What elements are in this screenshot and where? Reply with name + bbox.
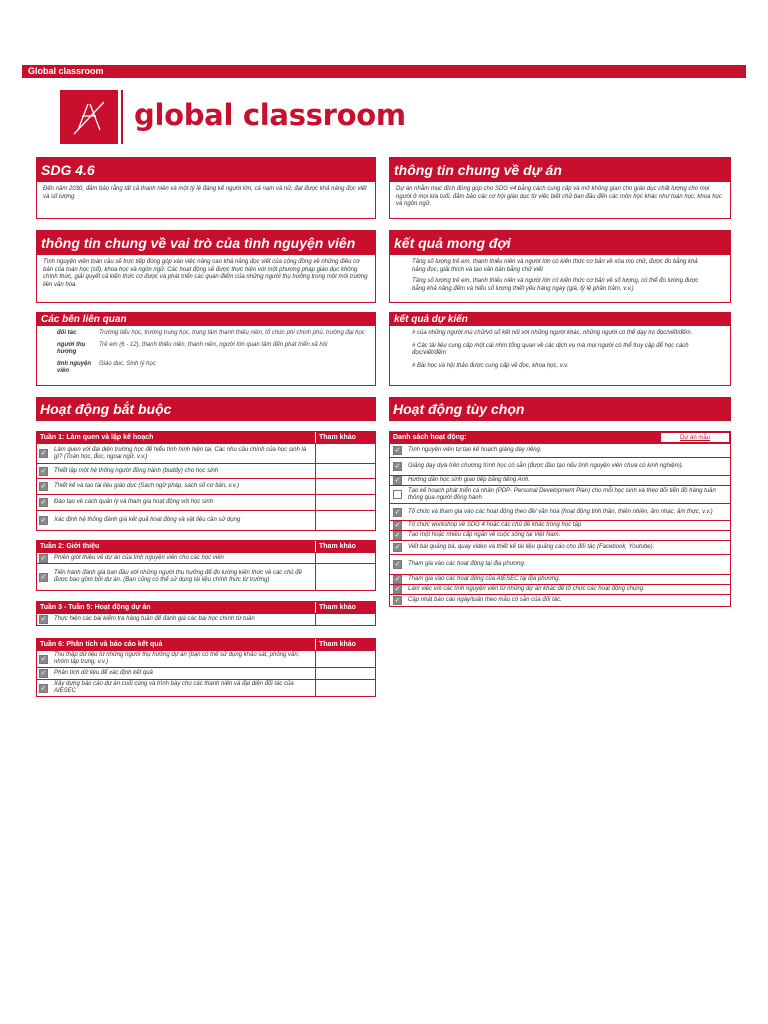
checkbox[interactable] xyxy=(393,490,402,499)
checkbox[interactable]: ✓ xyxy=(40,517,47,524)
checkbox[interactable]: ✓ xyxy=(394,544,401,551)
checkbox[interactable]: ✓ xyxy=(40,655,47,663)
optional-activity-row xyxy=(390,443,730,457)
expected-outcomes-card xyxy=(389,312,731,386)
optional-activity-text: Viết bài quảng bá, quay video và thiết kế tài liệu quảng cáo cho đối tác (Facebook, Youtube). xyxy=(408,544,655,550)
stakeholder-label: người thụ hưởng xyxy=(57,341,86,355)
task-text: Thực hiện các bài kiểm tra hàng tuần để đánh giá các bài học chính từ tuần xyxy=(54,616,255,622)
optional-activity-text: Giảng dạy dựa trên chương trình học có sẵn (được đào tạo nếu tình nguyện viên chưa có kinh nghiệm). xyxy=(408,463,684,469)
task-row xyxy=(37,510,375,530)
checkbox[interactable]: ✓ xyxy=(40,554,47,562)
checkbox[interactable]: ✓ xyxy=(40,616,47,623)
task-row xyxy=(37,679,375,696)
checkbox[interactable]: ✓ xyxy=(40,573,47,581)
optional-activity-row xyxy=(390,540,730,554)
activity-list-label: Danh sách hoạt động: xyxy=(390,432,660,443)
optional-activities-table xyxy=(389,431,731,607)
expected-results-title: kết quả mong đợi xyxy=(390,231,730,255)
week-1-table xyxy=(36,431,376,531)
task-text: Xác định hệ thống đánh giá kết quả hoạt động và vật liệu cần sử dụng xyxy=(54,517,241,523)
checkbox[interactable]: ✓ xyxy=(40,684,47,692)
expected-outcomes-title: kết quả dự kiến xyxy=(390,313,730,326)
reference-cell[interactable] xyxy=(315,511,375,530)
checkbox[interactable]: ✓ xyxy=(394,597,401,604)
stakeholder-value: Trường tiểu học, trường trung học, trung tâm thanh thiếu niên, tổ chức phi chính phủ, trường đại học xyxy=(99,330,365,336)
task-row xyxy=(37,667,375,679)
checkbox[interactable]: ✓ xyxy=(394,522,401,529)
task-text: Phân tích dữ liệu để xác định kết quả xyxy=(54,670,153,676)
optional-activity-row xyxy=(390,503,730,520)
optional-activity-row xyxy=(390,475,730,485)
optional-activity-text: Cập nhật báo cáo ngày/tuần theo mẫu có sẵn của đối tác. xyxy=(408,597,562,603)
expected-outcome-line: # Các tài liệu cung cấp một cái nhìn tổng quan về các dịch vụ mà mọi người có thể truy cập để học cách đọc/viết/đếm xyxy=(412,342,689,356)
optional-activity-row xyxy=(390,594,730,606)
expected-result-line: Tăng số lượng trẻ em, thanh thiếu niên và người lớn có kiến thức cơ bản về số lượng, có thể đo lường được bằng khả năng đếm và hiểu số lượng thiết yếu hàng ngày (giá, tỷ lệ phần trăm, v.v.) xyxy=(412,278,699,292)
checkbox[interactable]: ✓ xyxy=(40,483,47,490)
task-text: Thiết kế và tạo tài liệu giáo dục (Sách ngữ pháp, sách số cơ bản, v.v.) xyxy=(54,483,239,489)
week-title: Tuần 3 - Tuần 5: Hoạt động dự án xyxy=(40,604,151,611)
week-title: Tuần 2: Giới thiệu xyxy=(40,543,100,550)
optional-activity-text: Tạo một hoặc nhiều cấp ngắn về cuộc sống tại Việt Nam. xyxy=(408,532,561,538)
checkbox[interactable]: ✓ xyxy=(394,561,401,568)
task-row xyxy=(37,552,375,563)
expected-result-line: Tăng số lượng trẻ em, thanh thiếu niên và người lớn có kiến thức cơ bản về xóa mù chữ, được đo bằng khả năng đọc, giải thích và tạo văn bản bằng chữ viết xyxy=(412,259,698,273)
stakeholder-row xyxy=(37,342,375,357)
top-bar: Global classroom xyxy=(22,65,746,78)
mandatory-activities-header xyxy=(36,397,376,422)
task-row xyxy=(37,478,375,494)
task-row xyxy=(37,613,375,625)
checkbox[interactable]: ✓ xyxy=(394,586,401,593)
task-text: Làm quen với đại diện trường học để hiểu tình hình hiện tại. Các nhu cầu chính của học sinh là gì? (Toán học, đọc, ngoại ngữ, v.v.) xyxy=(54,446,307,460)
volunteer-role-text: Tình nguyện viên toàn cầu sẽ trực tiếp đóng góp vào việc nâng cao khả năng đọc viết của cộng đồng về những điều cơ bản của toán học (số), khoa học và ngôn ngữ. Các hoạt động sẽ được thực hiện với một phương pháp giáo dục không chính thức, giải quyết cả kiến thức cơ được và phát triển các quan điểm của những người thụ hưởng trong một môi trường liên văn hóa. xyxy=(43,259,368,288)
optional-activity-text: Làm việc với các tình nguyện viên từ những dự án khác để tổ chức các hoạt động chung. xyxy=(408,586,645,592)
stakeholders-card xyxy=(36,312,376,386)
task-text: Xây dựng báo cáo dự án cuối cùng và trình bày cho các thanh niên và đại diện đối tác của AIESEC xyxy=(54,681,294,694)
mandatory-activities-title: Hoạt động bắt buộc xyxy=(36,397,376,421)
stakeholder-value: Trẻ em (6 - 12), thanh thiếu niên, thanh niên, người lớn quan tâm đến phát triển xã hội xyxy=(99,341,328,348)
task-row xyxy=(37,463,375,478)
expected-outcome-line: # Bài học và hội thảo được cung cấp về đọc, khoa học, v.v. xyxy=(412,362,569,369)
optional-activity-text: Tham gia vào các hoạt động của AIESEC tại địa phương. xyxy=(408,576,561,582)
reference-cell[interactable] xyxy=(315,614,375,625)
brand-title: global classroom xyxy=(134,98,406,132)
reference-cell[interactable] xyxy=(315,495,375,510)
checkbox[interactable]: ✓ xyxy=(394,463,401,470)
optional-activity-row xyxy=(390,485,730,503)
checkbox[interactable]: ✓ xyxy=(394,508,401,516)
sdg-text: Đến năm 2030, đảm bảo rằng tất cả thanh niên và một tỷ lệ đáng kể người lớn, cả nam và nữ, đạt được khả năng đọc viết và số lượng xyxy=(43,186,367,200)
optional-activity-text: Tham gia vào các hoạt động tại địa phương. xyxy=(408,561,526,567)
checkbox[interactable]: ✓ xyxy=(394,532,401,539)
optional-activity-text: Hướng dẫn học sinh giao tiếp bằng tiếng Anh. xyxy=(408,477,530,483)
task-text: Đào tạo về cách quản lý và tham gia hoạt động với học sinh xyxy=(54,499,214,505)
stakeholder-row xyxy=(37,330,375,338)
week-title: Tuần 1: Làm quen và lập kế hoạch xyxy=(40,434,154,441)
reference-header: Tham khảo xyxy=(315,432,375,443)
stakeholder-value: Giáo dục, Sinh lý học xyxy=(99,360,156,367)
reference-header: Tham khảo xyxy=(315,639,375,650)
task-row xyxy=(37,650,375,667)
stakeholders-title: Các bên liên quan xyxy=(37,313,375,326)
sample-project-link[interactable]: Dự án mẫu xyxy=(660,432,730,443)
optional-activity-row xyxy=(390,554,730,574)
checkbox[interactable]: ✓ xyxy=(40,670,47,677)
volunteer-role-title: thông tin chung về vai trò của tình nguyện viên xyxy=(37,231,375,255)
task-text: Thu thập dữ liệu từ những người thụ hưởng dự án (bạn có thể sử dụng khảo sát, phỏng vấn, nhóm tập trung, v.v.) xyxy=(54,652,300,665)
stakeholder-label: đối tác xyxy=(57,330,77,336)
checkbox[interactable]: ✓ xyxy=(394,576,401,583)
reference-cell[interactable] xyxy=(315,553,375,563)
expected-outcome-line: # của những người mù chữ/vô số kết nối với những người khác, những người có thể dạy họ đọc/viết/đếm. xyxy=(412,330,693,336)
optional-activity-row xyxy=(390,574,730,584)
reference-header: Tham khảo xyxy=(315,541,375,552)
optional-activity-row xyxy=(390,530,730,540)
logo-divider xyxy=(121,90,123,144)
task-row xyxy=(37,443,375,463)
reference-cell[interactable] xyxy=(315,444,375,463)
reference-cell[interactable] xyxy=(315,464,375,478)
reference-header: Tham khảo xyxy=(315,602,375,613)
project-info-text: Dự án nhằm mục đích đóng góp cho SDG #4 bằng cách cung cấp và mở không gian cho giáo dục chất lượng cho mọi người ở mọi lứa tuổi, đảm bảo các cơ hội giáo dục từ việc biết chữ ban đầu đến các môn học khác như toán học, khoa học và ngôn ngữ. xyxy=(396,186,722,207)
optional-activity-text: Tạo kế hoạch phát triển cá nhân (PDP- Personal Development Plan) cho mỗi học sinh và theo dõi tiến độ hàng tuần thông qua người đồng hành xyxy=(408,487,716,501)
stakeholder-label: tình nguyện viên xyxy=(57,360,91,374)
optional-activity-row xyxy=(390,584,730,594)
logo-mark-icon xyxy=(60,90,118,144)
task-row xyxy=(37,494,375,510)
week-6-table xyxy=(36,638,376,697)
week-3-5-table xyxy=(36,601,376,626)
checkbox[interactable]: ✓ xyxy=(394,477,401,484)
optional-activity-row xyxy=(390,520,730,530)
checkbox[interactable]: ✓ xyxy=(40,499,47,506)
checkbox[interactable]: ✓ xyxy=(394,447,401,454)
checkbox[interactable]: ✓ xyxy=(40,467,47,475)
volunteer-role-card xyxy=(36,230,376,303)
optional-activity-text: Tình nguyện viên tự tạo kế hoạch giảng dạy riêng. xyxy=(408,447,542,453)
reference-cell[interactable] xyxy=(315,651,375,667)
task-text: Phiên giới thiệu về dự án của tình nguyện viên cho các học viên xyxy=(54,554,224,561)
sdg-card xyxy=(36,157,376,219)
project-info-card xyxy=(389,157,731,219)
reference-cell[interactable] xyxy=(315,564,375,590)
task-text: Tiến hành đánh giá ban đầu với những người thụ hưởng để đo lường kiến thức về các chủ đề được bao gồm bởi dự án. (Bạn cũng có thể sử dụng tài liệu chính thức từ trường) xyxy=(54,570,302,583)
week-title: Tuần 6: Phân tích và báo cáo kết quả xyxy=(40,641,163,648)
aiesec-logo xyxy=(60,90,118,144)
project-info-title: thông tin chung về dự án xyxy=(390,158,730,182)
week-2-table xyxy=(36,540,376,591)
task-row xyxy=(37,563,375,590)
sdg-title: SDG 4.6 xyxy=(37,158,375,182)
expected-results-card xyxy=(389,230,731,303)
reference-cell[interactable] xyxy=(315,680,375,696)
optional-activity-text: Tổ chức và tham gia vào các hoạt động theo đề/ văn hóa (hoạt động tinh thần, thiên nhiên, âm nhạc, âm thực, v.v.) xyxy=(408,508,713,515)
stakeholder-row xyxy=(37,361,375,376)
optional-activity-text: Tổ chức workshop về SDG 4 hoặc các chủ đề khác trong học tập xyxy=(408,522,582,528)
optional-activity-row xyxy=(390,457,730,475)
optional-activities-header xyxy=(389,397,731,422)
reference-cell[interactable] xyxy=(315,479,375,494)
reference-cell[interactable] xyxy=(315,668,375,679)
checkbox[interactable]: ✓ xyxy=(40,450,47,457)
task-text: Thiết lập một hệ thống người đồng hành (buddy) cho học sinh xyxy=(54,467,219,474)
optional-activities-title: Hoạt động tùy chọn xyxy=(389,397,731,421)
